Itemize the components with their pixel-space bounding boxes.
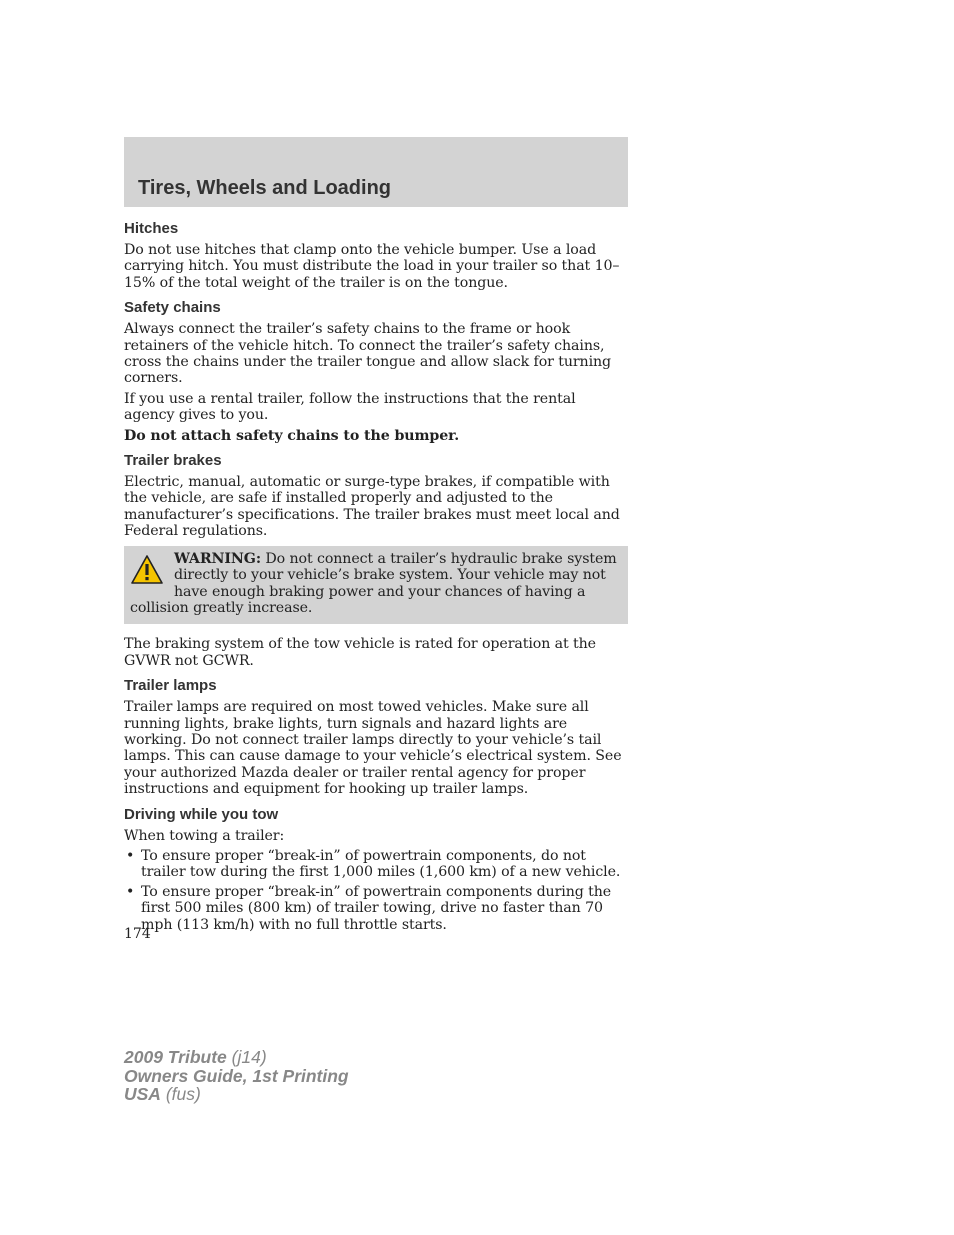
heading-driving-while-you-tow: Driving while you tow [124, 805, 279, 823]
bullet-icon: • [126, 883, 135, 900]
heading-trailer-lamps: Trailer lamps [124, 677, 217, 695]
heading-hitches: Hitches [124, 220, 179, 237]
heading-safety-chains: Safety chains [124, 299, 221, 317]
paragraph-safety-chains-2: If you use a rental trailer, follow the instructions that the rental agency gives to you. [124, 390, 576, 424]
driving-bullet-list [124, 848, 628, 933]
paragraph-trailer-lamps: Trailer lamps are required on most towed vehicles. Make sure all running lights, brake lights, turn signals and hazard lights are working. Do not connect trailer lamps directly to your vehicle’s tail lamps. This can cause damage to your vehicle’s electrical system. See your authorized Mazda dealer or trailer rental agency for proper instructions and equipment for hooking up trailer lamps. [124, 699, 622, 798]
warning-text [130, 551, 622, 617]
document-footer [124, 1048, 349, 1104]
heading-trailer-brakes: Trailer brakes [124, 452, 222, 470]
page-content [124, 220, 628, 936]
warning-box [124, 546, 628, 625]
paragraph-trailer-brakes-1: Electric, manual, automatic or surge-type brakes, if compatible with the vehicle, are safe if installed properly and adjusted to the manufacturer’s specifications. The trailer brakes must meet local and Federal regulations. [124, 474, 620, 540]
list-item: • To ensure proper “break-in” of powertrain components, do not trailer tow during the first 1,000 miles (1,600 km) of a new vehicle. [126, 847, 621, 881]
paragraph-safety-chains-1: Always connect the trailer’s safety chains to the frame or hook retainers of the vehicle hitch. To connect the trailer’s safety chains, cross the chains under the trailer tongue and allow slack for turning corners. [124, 321, 612, 387]
bullet-icon: • [126, 847, 135, 864]
paragraph-trailer-brakes-2: The braking system of the tow vehicle is rated for operation at the GVWR not GCWR. [124, 636, 596, 669]
footer-line-1: 2009 Tribute (j14) [124, 1047, 267, 1067]
list-item: • To ensure proper “break-in” of powertrain components during the first 500 miles (800 km) of trailer towing, drive no faster than 70 mph (113 km/h) with no full throttle starts. [126, 883, 612, 933]
warning-body: Do not connect a trailer’s hydraulic brake system directly to your vehicle’s brake system. Your vehicle may not have enough braking power and your chances of having a collision greatly increase. [130, 550, 617, 616]
paragraph-safety-chains-bold: Do not attach safety chains to the bumper. [124, 427, 460, 444]
page-number: 174 [124, 926, 151, 942]
footer-line-2: Owners Guide, 1st Printing [124, 1065, 349, 1086]
warning-triangle-icon [130, 553, 164, 587]
paragraph-hitches: Do not use hitches that clamp onto the vehicle bumper. Use a load carrying hitch. You must distribute the load in your trailer so that 10–15% of the total weight of the trailer is on the tongue. [124, 242, 620, 291]
paragraph-driving-intro: When towing a trailer: [124, 827, 285, 844]
warning-label: WARNING: [174, 550, 261, 567]
footer-line-3: USA (fus) [124, 1084, 201, 1104]
section-title: Tires, Wheels and Loading [138, 177, 392, 199]
